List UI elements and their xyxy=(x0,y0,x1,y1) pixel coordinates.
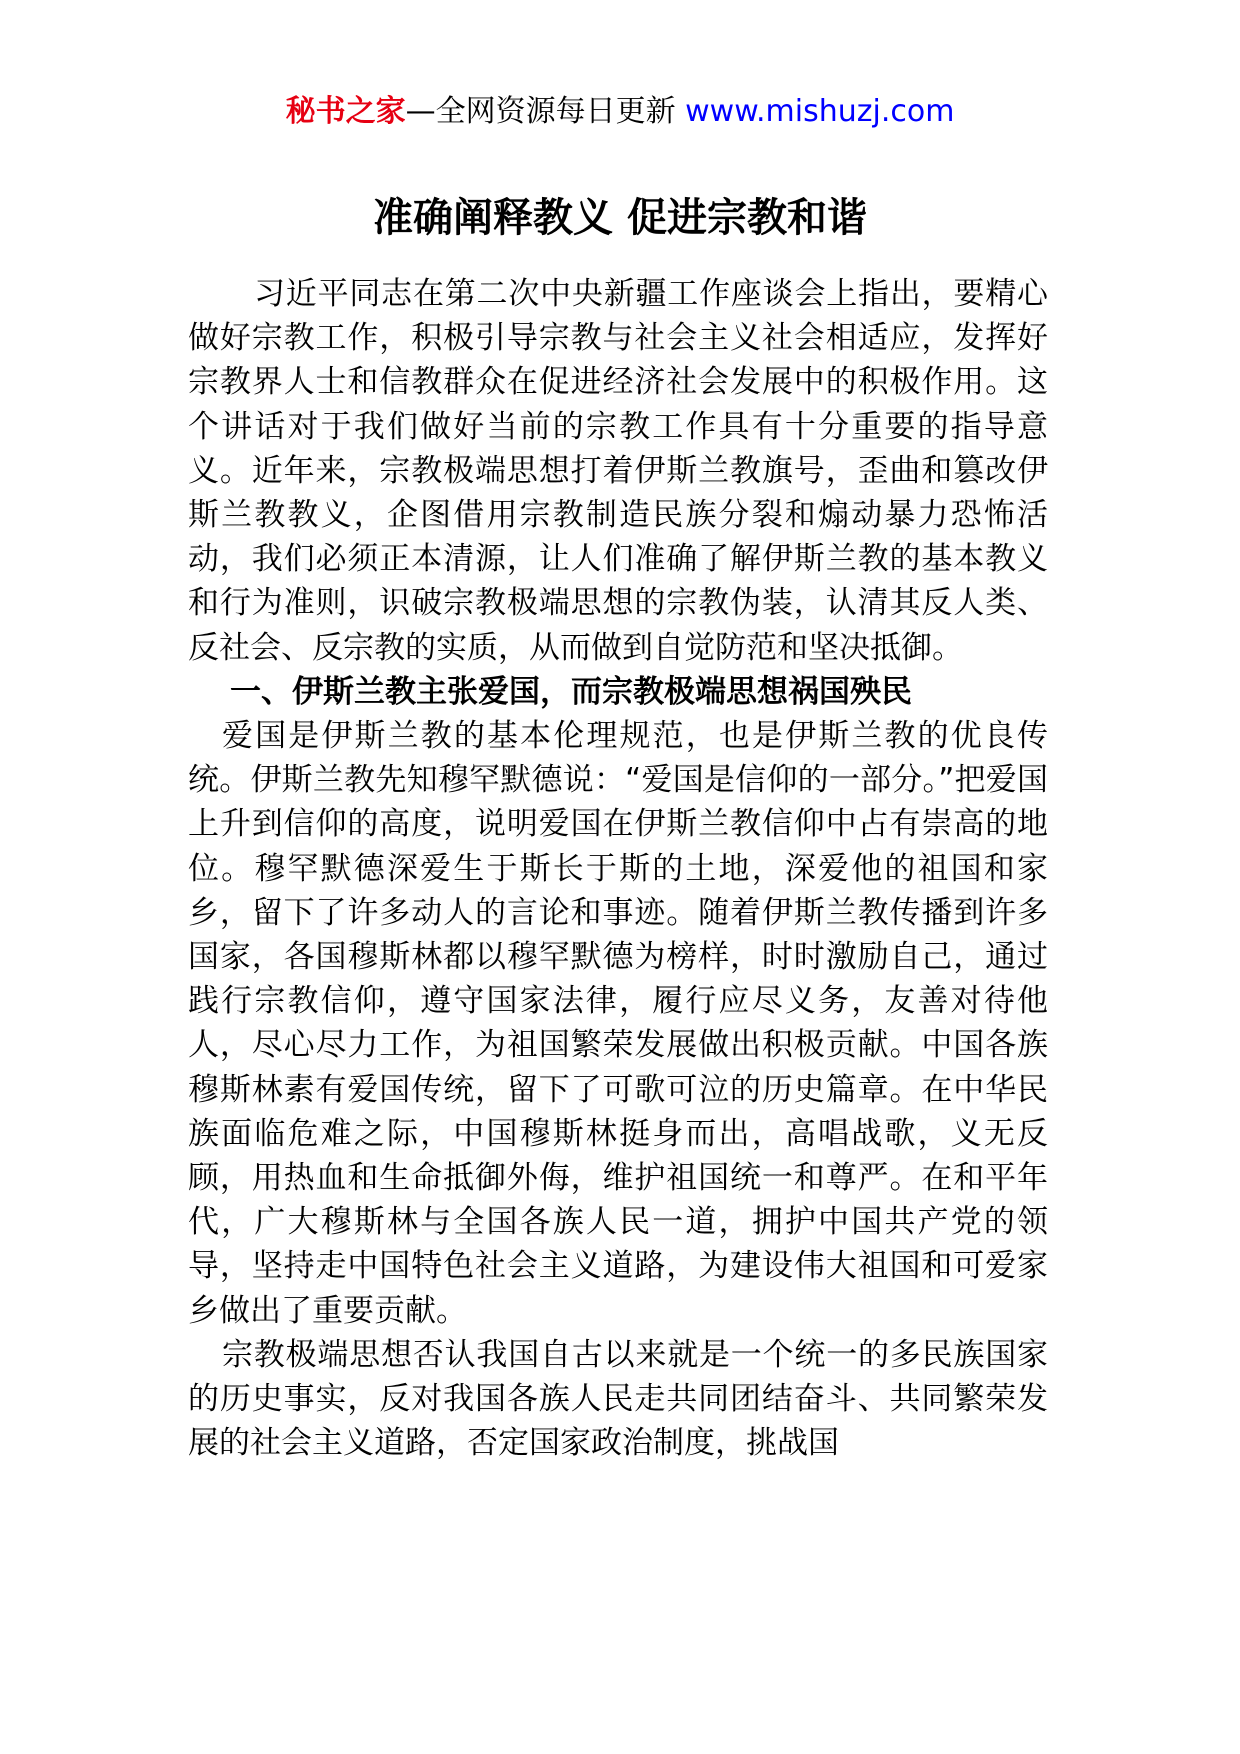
site-tagline: —全网资源每日更新 xyxy=(405,94,676,129)
section-heading-1: 一、伊斯兰教主张爱国，而宗教极端思想祸国殃民 xyxy=(230,673,912,710)
site-header xyxy=(0,92,1240,132)
document-title: 准确阐释教义 促进宗教和谐 xyxy=(373,195,867,241)
body-paragraph-2: 宗教极端思想否认我国自古以来就是一个统一的多民族国家的历史事实，反对我国各族人民走共同团结奋斗、共同繁荣发展的社会主义道路，否定国家政治制度，挑战国 xyxy=(188,1336,1048,1462)
document-body xyxy=(188,272,1048,1465)
body-paragraph-1: 爱国是伊斯兰教的基本伦理规范，也是伊斯兰教的优良传统。伊斯兰教先知穆罕默德说：“爱国是信仰的一部分。”把爱国上升到信仰的高度，说明爱国在伊斯兰教信仰中占有崇高的地位。穆罕默德深爱生于斯长于斯的土地，深爱他的祖国和家乡，留下了许多动人的言论和事迹。随着伊斯兰教传播到许多国家，各国穆斯林都以穆罕默德为榜样，时时激励自己，通过践行宗教信仰，遵守国家法律，履行应尽义务，友善对待他人，尽心尽力工作，为祖国繁荣发展做出积极贡献。中国各族穆斯林素有爱国传统，留下了可歌可泣的历史篇章。在中华民族面临危难之际，中国穆斯林挺身而出，高唱战歌，义无反顾，用热血和生命抵御外侮，维护祖国统一和尊严。在和平年代，广大穆斯林与全国各族人民一道，拥护中国共产党的领导，坚持走中国特色社会主义道路，为建设伟大祖国和可爱家乡做出了重要贡献。 xyxy=(188,718,1048,1329)
site-brand: 秘书之家 xyxy=(285,94,406,129)
intro-paragraph: 习近平同志在第二次中央新疆工作座谈会上指出，要精心做好宗教工作，积极引导宗教与社会主义社会相适应，发挥好宗教界人士和信教群众在促进经济社会发展中的积极作用。这个讲话对于我们做好当前的宗教工作具有十分重要的指导意义。近年来，宗教极端思想打着伊斯兰教旗号，歪曲和篡改伊斯兰教教义，企图借用宗教制造民族分裂和煽动暴力恐怖活动，我们必须正本清源，让人们准确了解伊斯兰教的基本教义和行为准则，识破宗教极端思想的宗教伪装，认清其反人类、反社会、反宗教的实质，从而做到自觉防范和坚决抵御。 xyxy=(188,276,1048,666)
site-url-link[interactable]: www.mishuzj.com xyxy=(685,94,955,129)
